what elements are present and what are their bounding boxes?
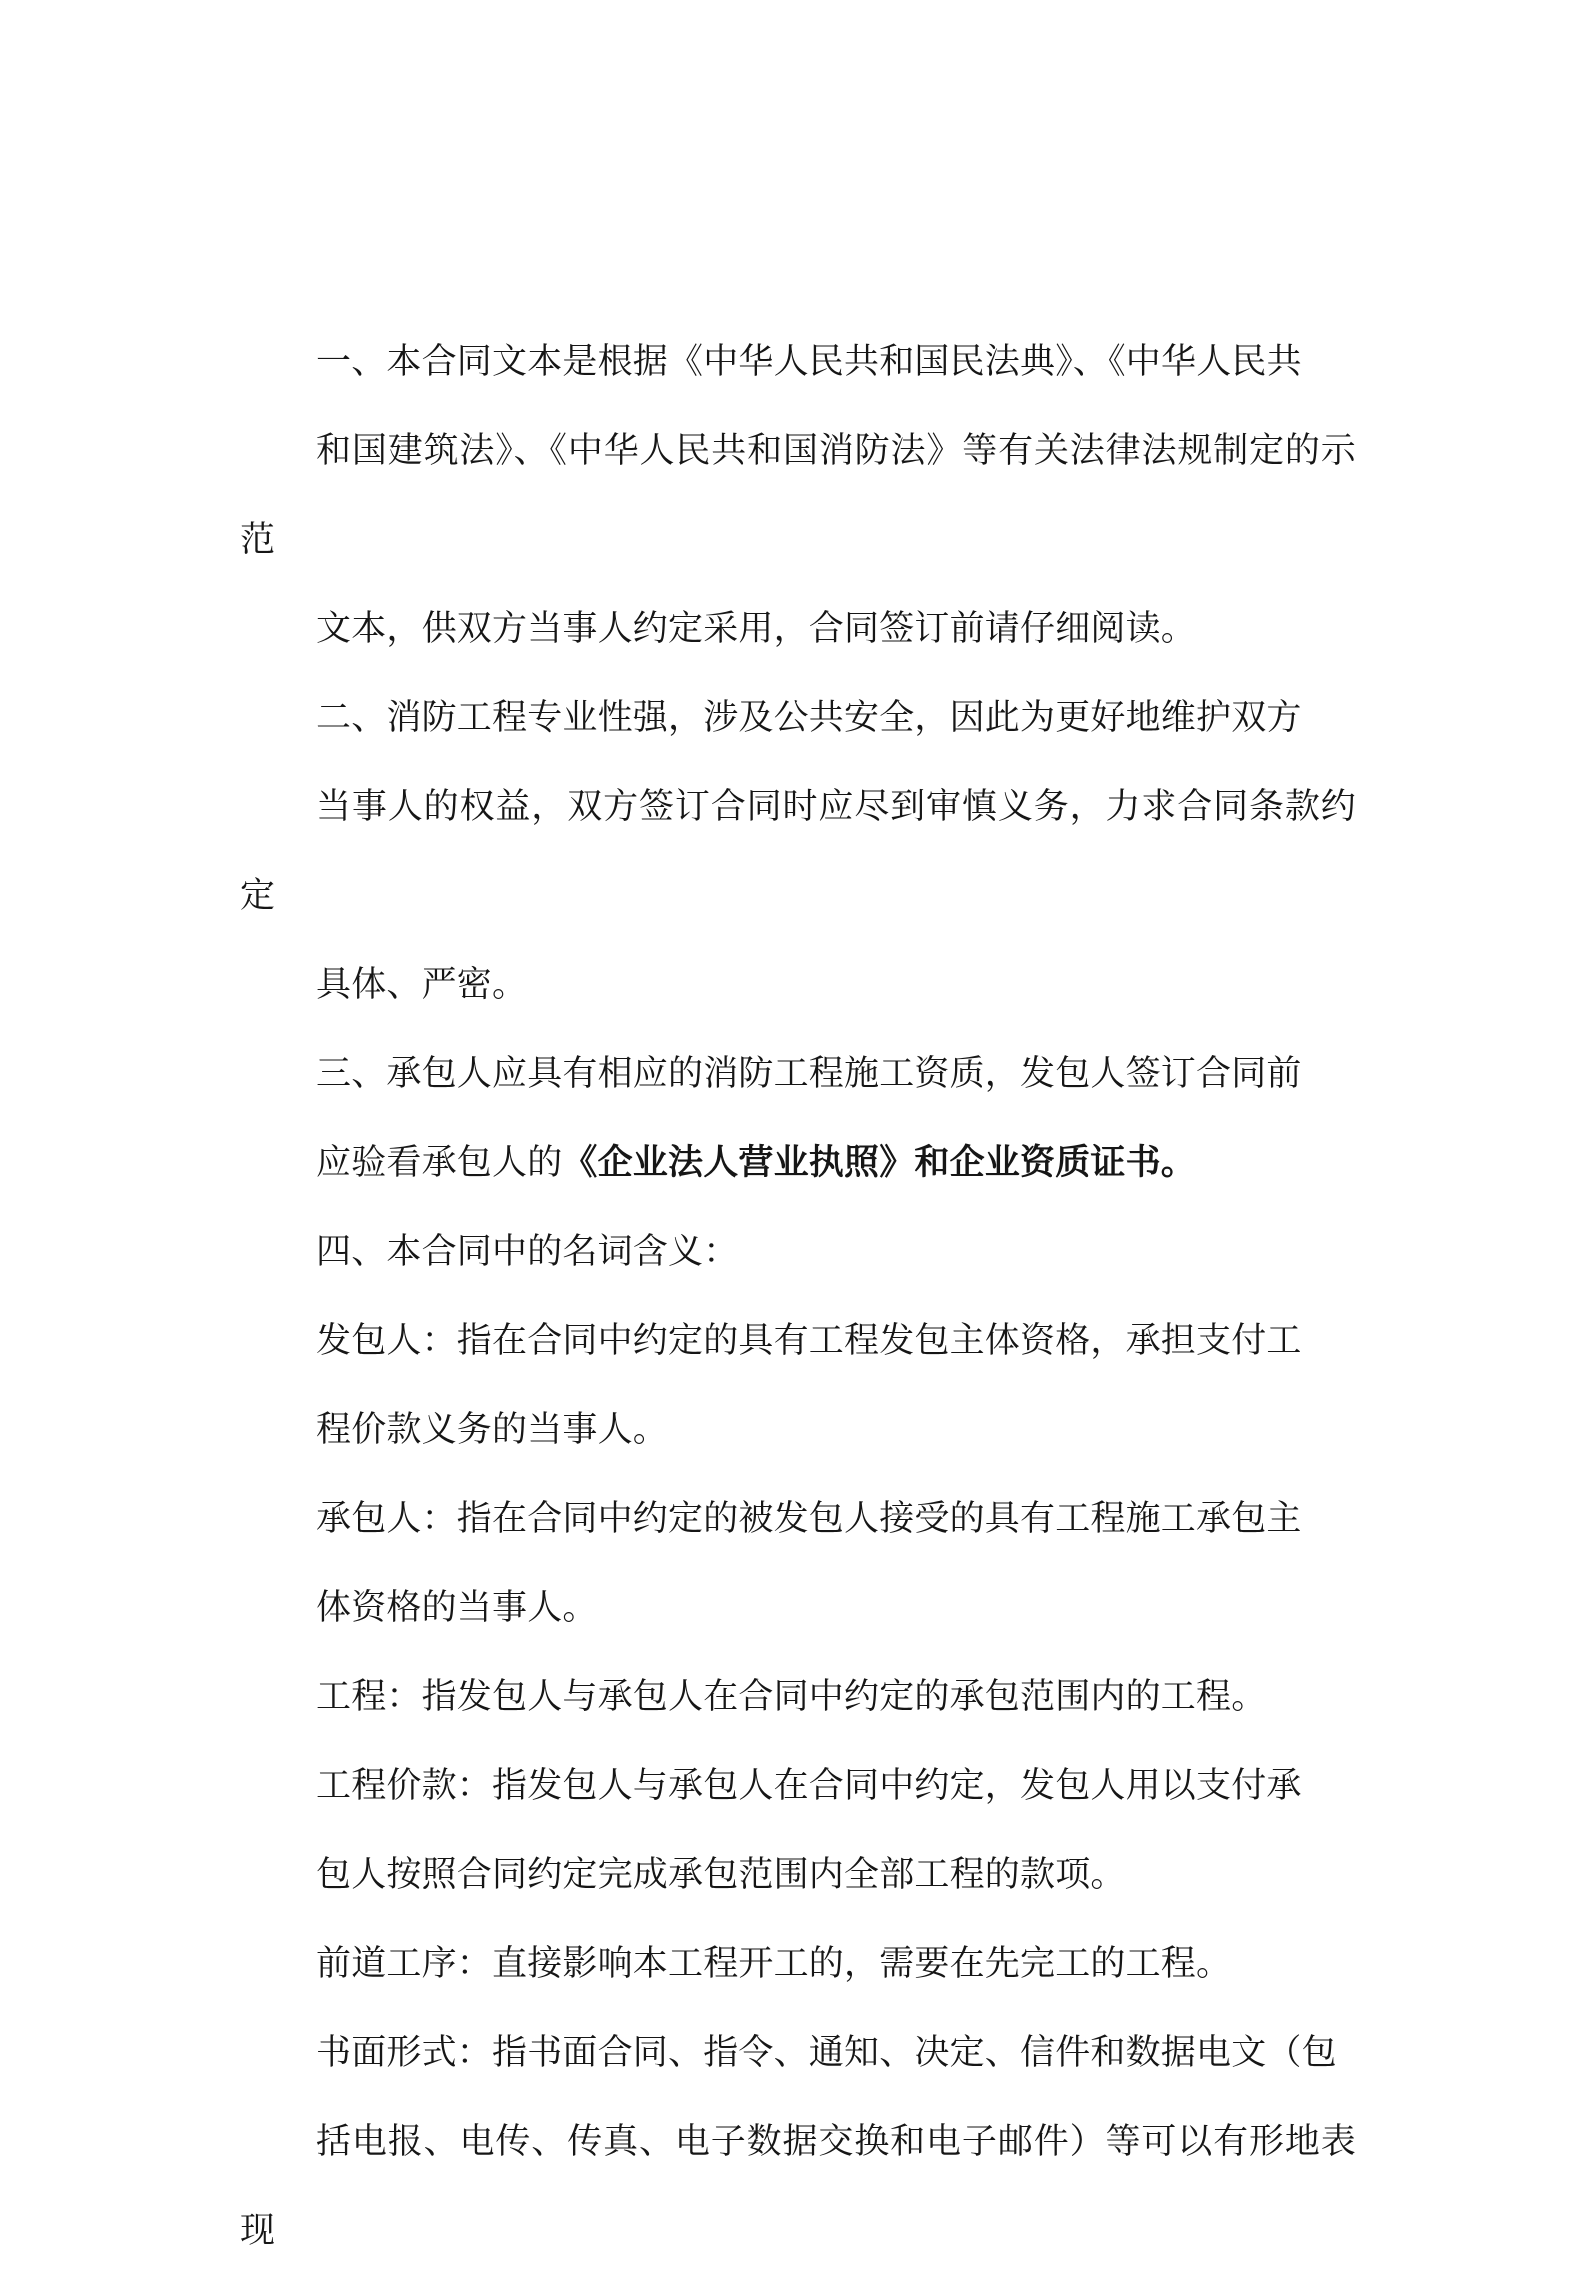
text-line: 体资格的当事人。 [316, 1588, 598, 1628]
text-line: 文本，供双方当事人约定采用，合同签订前请仔细阅读。 [316, 609, 1197, 649]
text-line: 工程：指发包人与承包人在合同中约定的承包范围内的工程。 [316, 1677, 1267, 1717]
text-line [240, 1119, 1356, 1208]
text-line: 前道工序：直接影响本工程开工的，需要在先完工的工程。 [316, 1944, 1232, 1984]
emphasized-text: 《企业法人营业执照》和企业资质证书。 [562, 1143, 1197, 1183]
definition-project [240, 1653, 1356, 1742]
text-line: 书面形式：指书面合同、指令、通知、决定、信件和数据电文（包 [316, 2033, 1337, 2073]
text-line: 发包人：指在合同中约定的具有工程发包主体资格，承担支付工 [316, 1321, 1302, 1361]
definition-written-form [240, 2009, 1356, 2276]
text-line: 程价款义务的当事人。 [316, 1410, 669, 1450]
paragraph-public-safety [240, 674, 1356, 1030]
paragraph-definitions-heading [240, 1208, 1356, 1297]
definition-contractor [240, 1475, 1356, 1653]
text-line: 三、承包人应具有相应的消防工程施工资质，发包人签订合同前 [316, 1054, 1302, 1094]
text-line: 和国建筑法》、《中华人民共和国消防法》等有关法律法规制定的示范 [240, 431, 1356, 560]
text-line: 包人按照合同约定完成承包范围内全部工程的款项。 [316, 1855, 1126, 1895]
text-line: 具体、严密。 [316, 965, 528, 1005]
text-line: 一、本合同文本是根据《中华人民共和国民法典》、《中华人民共 [316, 342, 1302, 382]
text-line: 四、本合同中的名词含义： [316, 1232, 739, 1272]
definition-employer [240, 1297, 1356, 1475]
text-segment: 应验看承包人的 [316, 1143, 563, 1183]
text-line: 承包人：指在合同中约定的被发包人接受的具有工程施工承包主 [316, 1499, 1302, 1539]
definition-preceding-process [240, 1920, 1356, 2009]
document-body [240, 318, 1356, 2276]
text-line: 括电报、电传、传真、电子数据交换和电子邮件）等可以有形地表现 [240, 2122, 1356, 2251]
paragraph-legal-basis [240, 318, 1356, 674]
text-line: 当事人的权益，双方签订合同时应尽到审慎义务，力求合同条款约定 [240, 787, 1356, 916]
definition-contract-price [240, 1742, 1356, 1920]
text-line: 工程价款：指发包人与承包人在合同中约定，发包人用以支付承 [316, 1766, 1302, 1806]
paragraph-contractor-qualification [240, 1030, 1356, 1208]
text-line: 二、消防工程专业性强，涉及公共安全，因此为更好地维护双方 [316, 698, 1302, 738]
